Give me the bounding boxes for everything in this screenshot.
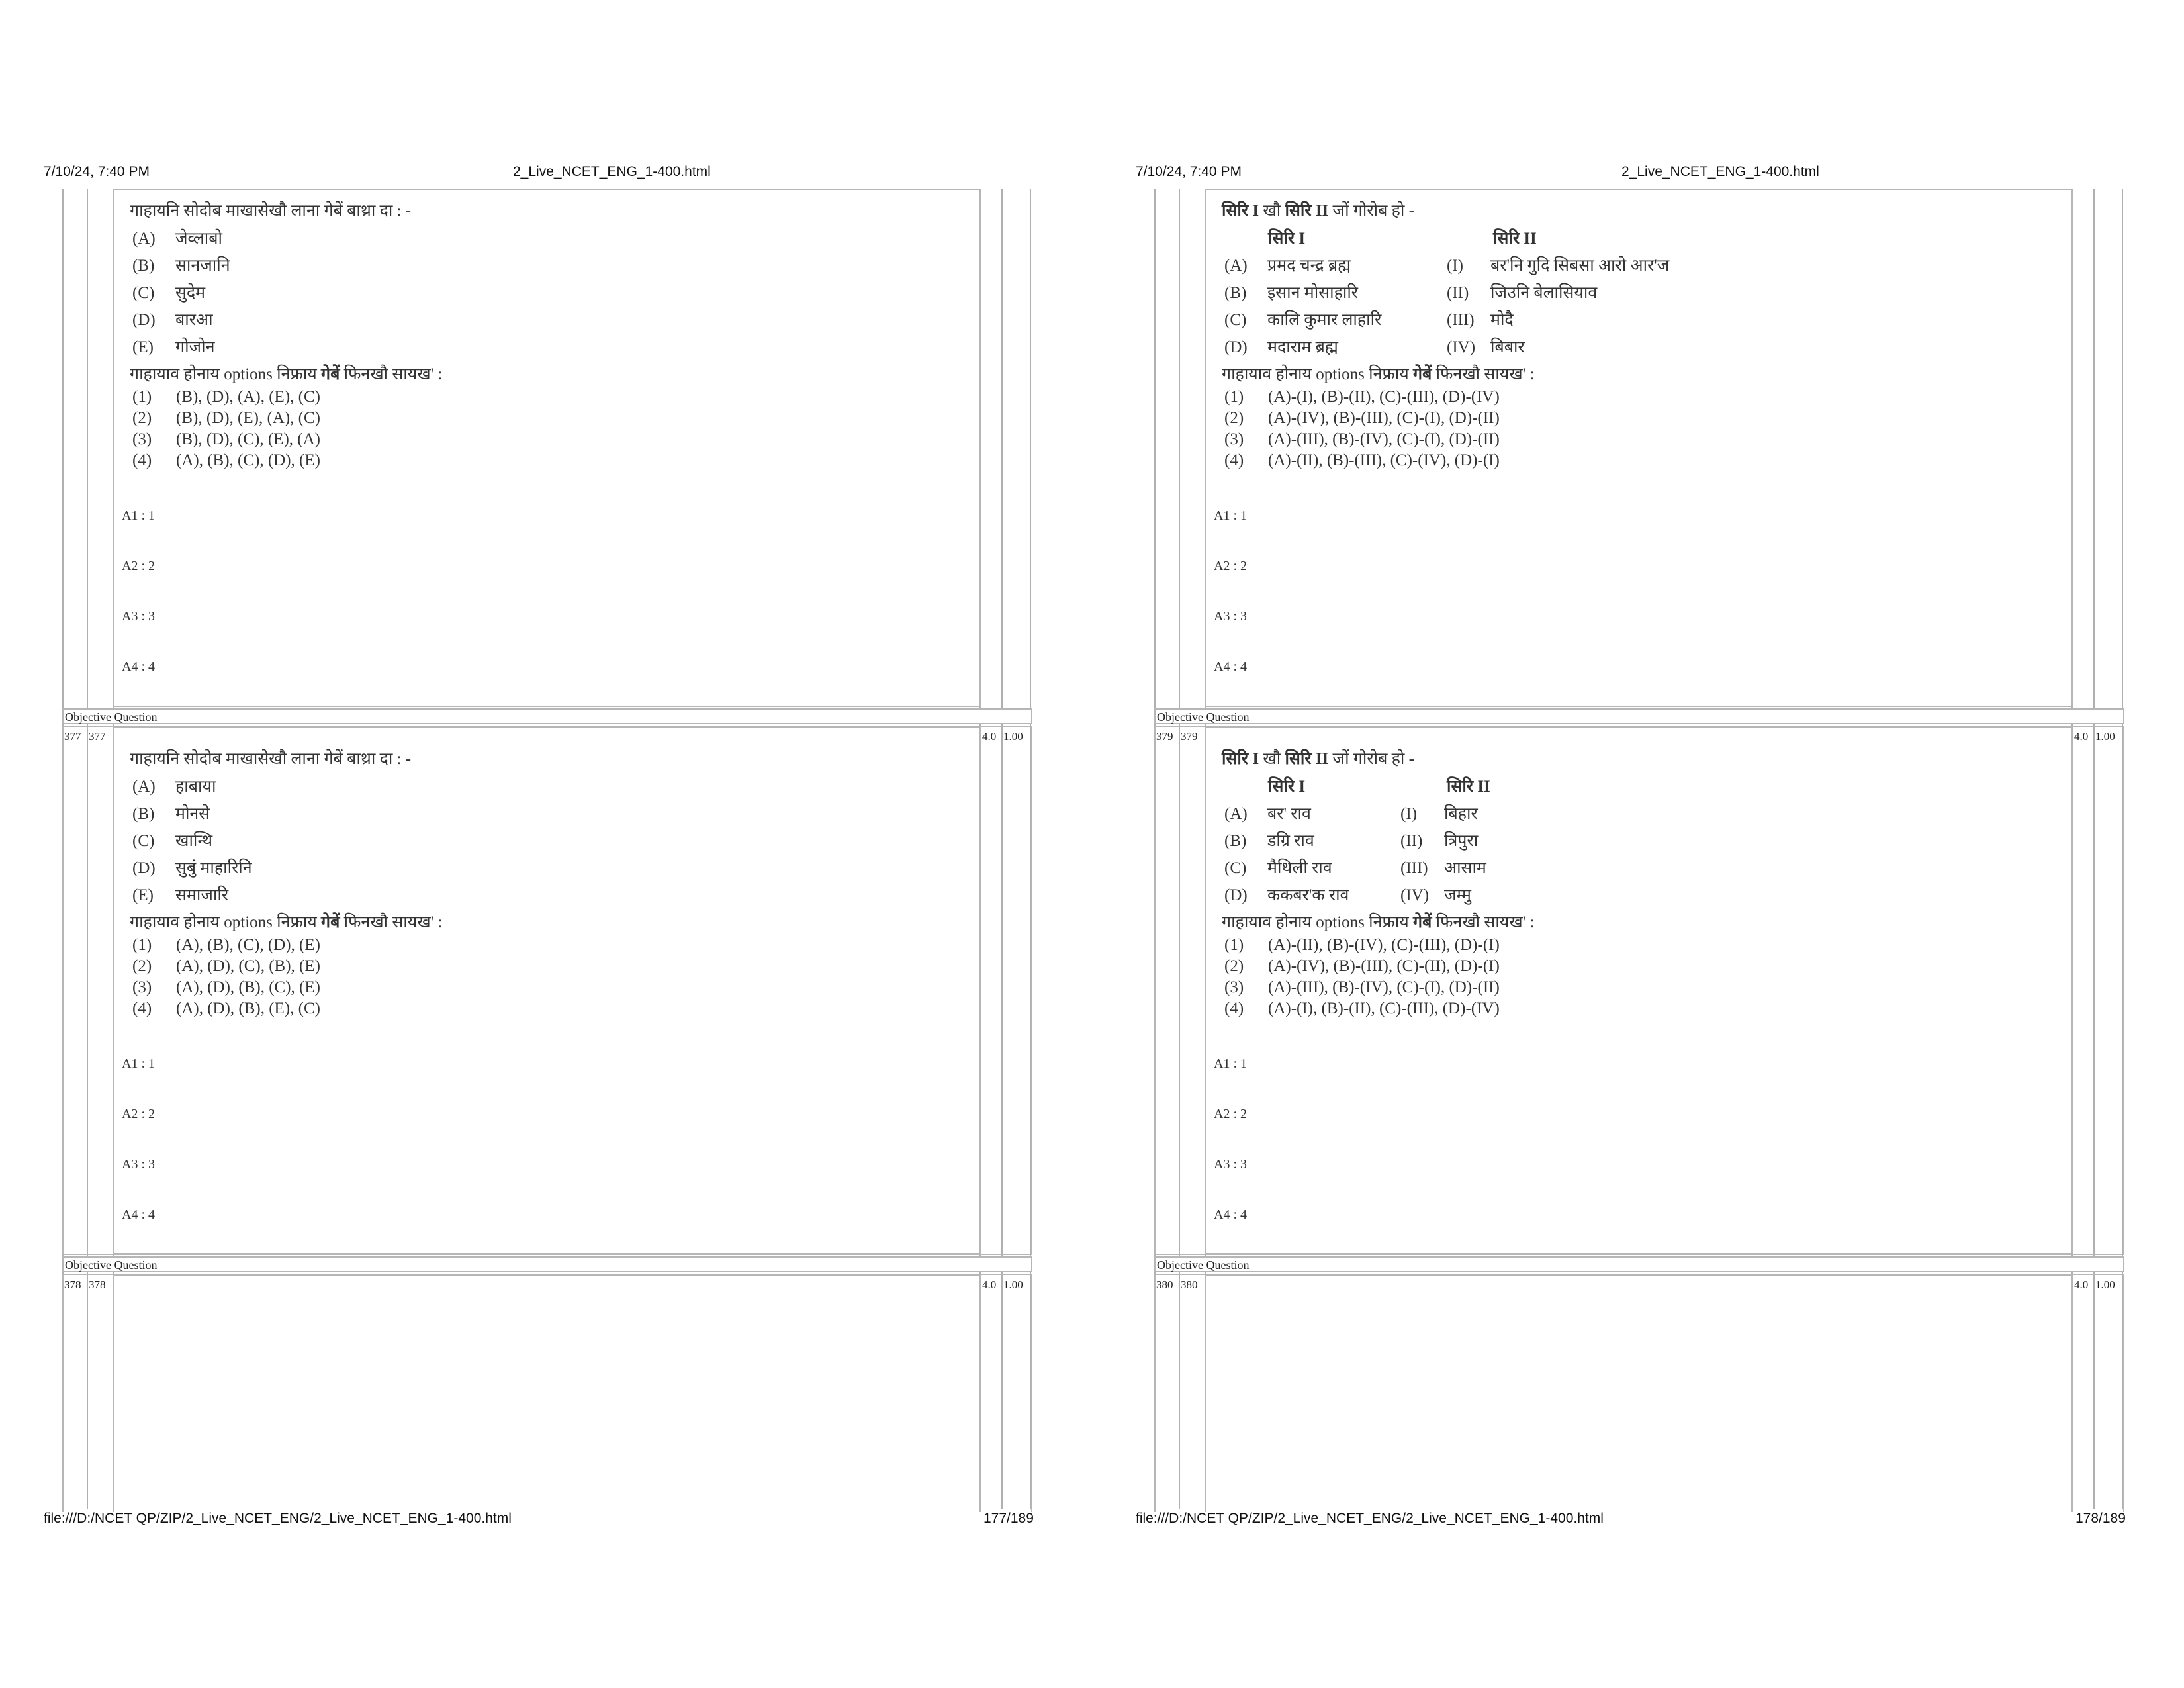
print-date: 7/10/24, 7:40 PM — [44, 164, 150, 179]
answer-3: A3 : 3 — [1214, 609, 1247, 624]
item-d: (D) बारआ — [132, 311, 213, 329]
answer-3: A3 : 3 — [1214, 1157, 1247, 1172]
match-row-d-right: (IV) जम्मु — [1400, 886, 1471, 904]
question-type-label: Objective Question — [62, 708, 1032, 724]
serial-number: 380 — [1156, 1278, 1173, 1291]
match-row-c-right: (III) आसाम — [1400, 859, 1486, 877]
page-number: 177/189 — [983, 1511, 1034, 1526]
match-row-a: (A) प्रमद चन्द्र ब्रह्म — [1224, 257, 1351, 275]
item-d: (D) सुबुं माहारिनि — [132, 859, 252, 877]
answer-1: A1 : 1 — [122, 508, 155, 523]
option-3: (3) (A)-(III), (B)-(IV), (C)-(I), (D)-(II) — [1224, 978, 1500, 996]
question-id: 380 — [1181, 1278, 1198, 1291]
negative-marks: 1.00 — [2095, 730, 2115, 743]
print-file-path: file:///D:/NCET QP/ZIP/2_Live_NCET_ENG/2_Live_NCET_ENG_1-400.html — [1136, 1511, 1604, 1526]
question-type-label: Objective Question — [62, 1256, 1032, 1272]
item-a: (A) जेव्लाबो — [132, 230, 222, 248]
item-e: (E) समाजारि — [132, 886, 229, 904]
marks: 4.0 — [2074, 1278, 2089, 1291]
match-row-b: (B) इसान मोसाहारि — [1224, 284, 1359, 302]
option-2: (2) (B), (D), (E), (A), (C) — [132, 409, 320, 427]
question-378-body — [1222, 199, 2069, 477]
question-cell — [113, 1275, 981, 1512]
serial-number: 379 — [1156, 730, 1173, 743]
match-row-a-right: (I) बर'नि गुदि सिबसा आरो आर'ज — [1447, 257, 1670, 275]
negative-marks: 1.00 — [1003, 1278, 1023, 1291]
page-178 — [1092, 0, 2184, 1688]
item-c: (C) खान्थि — [132, 832, 213, 850]
question-stem: गाहायनि सोदोब माखासेखौ लाना गेबें बाथ्रा दा : - — [130, 202, 412, 220]
page-number: 178/189 — [2075, 1511, 2126, 1526]
answer-4: A4 : 4 — [122, 1207, 155, 1222]
answer-4: A4 : 4 — [1214, 659, 1247, 674]
match-row-b-right: (II) जिउनि बेलासियाव — [1447, 284, 1598, 302]
option-4: (4) (A), (B), (C), (D), (E) — [132, 451, 320, 469]
answer-2: A2 : 2 — [122, 559, 155, 573]
item-b: (B) सानजानि — [132, 257, 230, 275]
question-stem: गाहायनि सोदोब माखासेखौ लाना गेबें बाथ्रा दा : - — [130, 750, 412, 768]
answer-1: A1 : 1 — [1214, 508, 1247, 523]
question-377-body — [130, 747, 977, 1025]
question-id: 379 — [1181, 730, 1198, 743]
answer-2: A2 : 2 — [122, 1107, 155, 1121]
item-e: (E) गोजोन — [132, 338, 215, 356]
match-row-a: (A) बर' राव — [1224, 805, 1311, 823]
marks: 4.0 — [982, 730, 997, 743]
list-2-heading: सिरि II — [1447, 778, 1490, 796]
option-2: (2) (A), (D), (C), (B), (E) — [132, 957, 320, 975]
question-stem: सिरि I खौ सिरि II जों गोरोब हो - — [1222, 750, 1414, 768]
print-date: 7/10/24, 7:40 PM — [1136, 164, 1242, 179]
answer-2: A2 : 2 — [1214, 559, 1247, 573]
print-filename: 2_Live_NCET_ENG_1-400.html — [513, 164, 711, 179]
question-id: 378 — [89, 1278, 106, 1291]
match-row-d: (D) ककबर'क राव — [1224, 886, 1349, 904]
option-4: (4) (A), (D), (B), (E), (C) — [132, 1000, 320, 1017]
list-2-heading: सिरि II — [1493, 230, 1537, 248]
question-stem: सिरि I खौ सिरि II जों गोरोब हो - — [1222, 202, 1414, 220]
option-3: (3) (B), (D), (C), (E), (A) — [132, 430, 320, 448]
question-type-label: Objective Question — [1154, 1256, 2124, 1272]
option-2: (2) (A)-(IV), (B)-(III), (C)-(II), (D)-(I) — [1224, 957, 1500, 975]
answer-4: A4 : 4 — [122, 659, 155, 674]
answer-3: A3 : 3 — [122, 609, 155, 624]
option-1: (1) (A), (B), (C), (D), (E) — [132, 936, 320, 954]
item-c: (C) सुदेम — [132, 284, 206, 302]
option-1: (1) (A)-(I), (B)-(II), (C)-(III), (D)-(IV) — [1224, 388, 1500, 406]
question-cell — [1205, 1275, 2073, 1512]
print-file-path: file:///D:/NCET QP/ZIP/2_Live_NCET_ENG/2_Live_NCET_ENG_1-400.html — [44, 1511, 512, 1526]
option-2: (2) (A)-(IV), (B)-(III), (C)-(I), (D)-(II) — [1224, 409, 1500, 427]
question-type-label: Objective Question — [1154, 708, 2124, 724]
question-376-body — [130, 199, 977, 477]
option-3: (3) (A), (D), (B), (C), (E) — [132, 978, 320, 996]
option-4: (4) (A)-(I), (B)-(II), (C)-(III), (D)-(IV) — [1224, 1000, 1500, 1017]
marks: 4.0 — [2074, 730, 2089, 743]
item-a: (A) हाबाया — [132, 778, 216, 796]
options-instruction: गाहायाव होनाय options निफ्राय गेबें फिनखौ सायख' : — [130, 365, 443, 383]
match-row-c: (C) कालि कुमार लाहारि — [1224, 311, 1382, 329]
match-row-b: (B) डग्रि राव — [1224, 832, 1314, 850]
option-1: (1) (B), (D), (A), (E), (C) — [132, 388, 320, 406]
negative-marks: 1.00 — [1003, 730, 1023, 743]
match-row-d: (D) मदाराम ब्रह्म — [1224, 338, 1338, 356]
option-4: (4) (A)-(II), (B)-(III), (C)-(IV), (D)-(I) — [1224, 451, 1500, 469]
match-row-b-right: (II) त्रिपुरा — [1400, 832, 1479, 850]
match-row-d-right: (IV) बिबार — [1447, 338, 1525, 356]
answer-1: A1 : 1 — [122, 1056, 155, 1071]
options-instruction: गाहायाव होनाय options निफ्राय गेबें फिनखौ सायख' : — [1222, 365, 1535, 383]
option-3: (3) (A)-(III), (B)-(IV), (C)-(I), (D)-(II) — [1224, 430, 1500, 448]
print-filename: 2_Live_NCET_ENG_1-400.html — [1621, 164, 1819, 179]
match-row-a-right: (I) बिहार — [1400, 805, 1478, 823]
options-instruction: गाहायाव होनाय options निफ्राय गेबें फिनखौ सायख' : — [130, 914, 443, 931]
options-instruction: गाहायाव होनाय options निफ्राय गेबें फिनखौ सायख' : — [1222, 914, 1535, 931]
answer-1: A1 : 1 — [1214, 1056, 1247, 1071]
question-379-body — [1222, 747, 2069, 1025]
option-1: (1) (A)-(II), (B)-(IV), (C)-(III), (D)-(I) — [1224, 936, 1500, 954]
marks: 4.0 — [982, 1278, 997, 1291]
answer-4: A4 : 4 — [1214, 1207, 1247, 1222]
match-row-c-right: (III) मोदै — [1447, 311, 1514, 329]
item-b: (B) मोनसे — [132, 805, 210, 823]
answer-2: A2 : 2 — [1214, 1107, 1247, 1121]
negative-marks: 1.00 — [2095, 1278, 2115, 1291]
question-id: 377 — [89, 730, 106, 743]
list-1-heading: सिरि I — [1268, 778, 1306, 796]
answer-3: A3 : 3 — [122, 1157, 155, 1172]
match-row-c: (C) मैथिली राव — [1224, 859, 1332, 877]
serial-number: 378 — [64, 1278, 81, 1291]
serial-number: 377 — [64, 730, 81, 743]
list-1-heading: सिरि I — [1268, 230, 1306, 248]
